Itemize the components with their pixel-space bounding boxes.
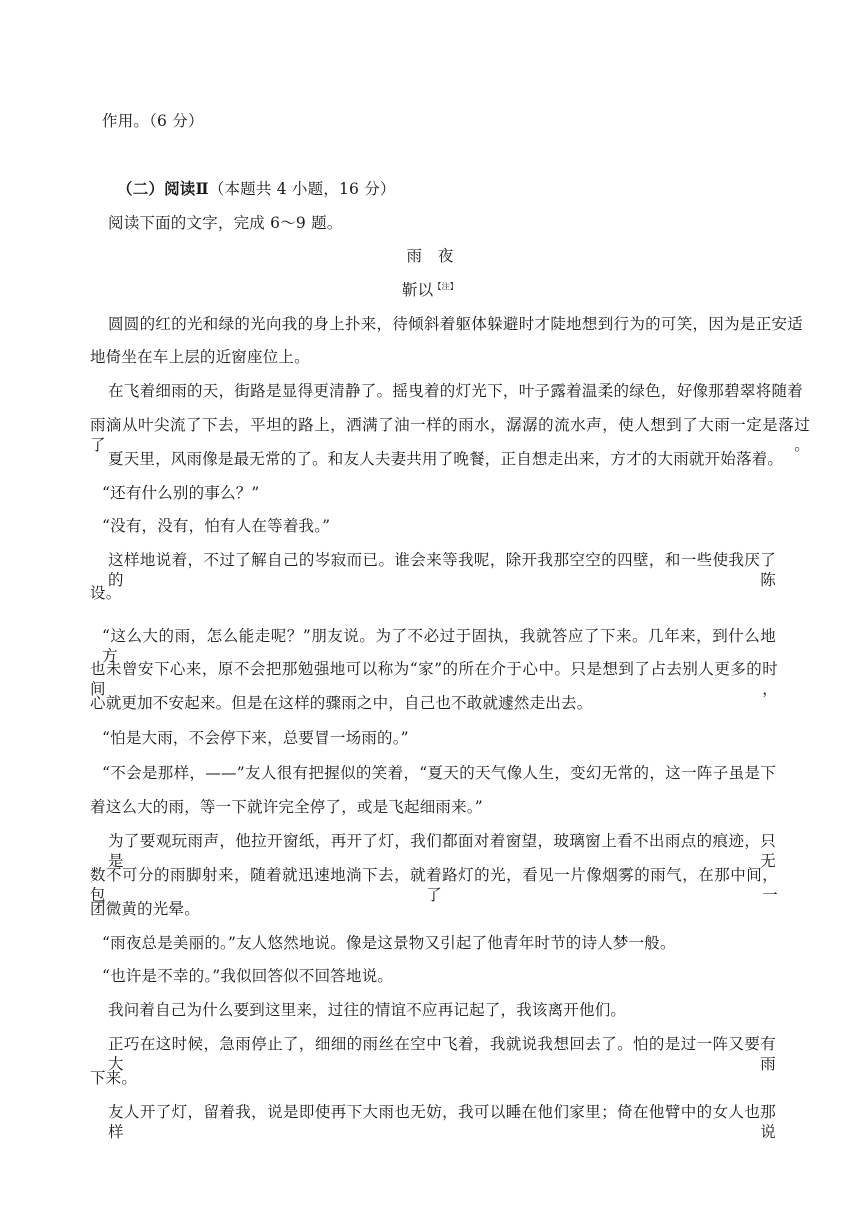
article-line: 友人开了灯，留着我，说是即使再下大雨也无妨，我可以睡在他们家里；倚在他臂中的女人也那样说: [108, 1103, 776, 1141]
article-author: [0, 280, 860, 300]
section-heading: [117, 179, 396, 199]
article-title: 雨 夜: [406, 247, 454, 265]
article-line: 这样地说着，不过了解自己的岑寂而已。谁会来等我呢，除开我那空空的四壁，和一些使我厌了的陈: [108, 551, 776, 589]
article-line: “不会是那样，——”友人很有把握似的笑着，“夏天的天气像人生，变幻无常的，这一阵子虽是下: [102, 764, 776, 782]
article-line: 雨滴从叶尖流了下去，平坦的路上，洒满了油一样的雨水，潺潺的流水声，使人想到了大雨一定是落过了。: [90, 416, 810, 454]
section-label: （二）阅读Ⅱ: [117, 179, 209, 198]
article-line: 为了要观玩雨声，他拉开窗纸，再开了灯，我们都面对着窗望，玻璃窗上看不出雨点的痕迹，只是无: [108, 832, 776, 870]
article-line: 也未曾安下心来，原不会把那勉强地可以称为“家”的所在介于心中。只是想到了占去别人更多的时间，: [90, 660, 778, 698]
article-line: 着这么大的雨，等一下就许完全停了，或是飞起细雨来。”: [90, 798, 483, 816]
article-line: “这么大的雨，怎么能走呢？”朋友说。为了不必过于固执，我就答应了下来。几年来，到什么地方: [102, 627, 776, 665]
article-line: “也许是不幸的。”我似回答似不回答地说。: [102, 967, 394, 985]
article-line: “还有什么别的事么？”: [102, 484, 260, 502]
article-line: “没有，没有，怕有人在等着我。”: [102, 517, 331, 535]
previous-question-tail: 作用。（6 分）: [102, 112, 204, 130]
article-line: 正巧在这时候，急雨停止了，细细的雨丝在空中飞着，我就说我想回去了。怕的是过一阵又要有大雨: [108, 1035, 776, 1073]
article-line: “怕是大雨，不会停下来，总要冒一场雨的。”: [102, 729, 409, 747]
article-line: 团微黄的光晕。: [90, 900, 200, 918]
article-line: 下来。: [90, 1069, 138, 1087]
reading-instruction: 阅读下面的文字，完成 6～9 题。: [108, 214, 343, 232]
author-name: 靳以: [401, 281, 434, 299]
article-line: 在飞着细雨的天，街路是显得更清静了。摇曳着的灯光下，叶子露着温柔的绿色，好像那碧翠将随着: [108, 382, 803, 400]
article-line: 我问着自己为什么要到这里来，过往的情谊不应再记起了，我该离开他们。: [108, 1001, 627, 1019]
article-line: 夏天里，风雨像是最无常的了。和友人夫妻共用了晚餐，正自想走出来，方才的大雨就开始落着。: [108, 450, 784, 468]
section-info: （本题共 4 小题，16 分）: [208, 180, 396, 198]
article-line: 圆圆的红的光和绿的光向我的身上扑来，待倾斜着躯体躲避时才陡地想到行为的可笑，因为是正安适: [108, 315, 803, 333]
author-note-marker: 【注】: [433, 281, 458, 291]
article-line: 地倚坐在车上层的近窗座位上。: [90, 348, 310, 366]
article-line: 心就更加不安起来。但是在这样的骤雨之中，自己也不敢就遽然走出去。: [90, 694, 593, 712]
article-line: 设。: [90, 584, 122, 602]
article-line: 数不可分的雨脚射来，随着就迅速地淌下去，就着路灯的光，看见一片像烟雾的雨气，在那中间，包了一: [90, 866, 778, 904]
article-line: “雨夜总是美丽的。”友人悠然地说。像是这景物又引起了他青年时节的诗人梦一般。: [102, 934, 676, 952]
